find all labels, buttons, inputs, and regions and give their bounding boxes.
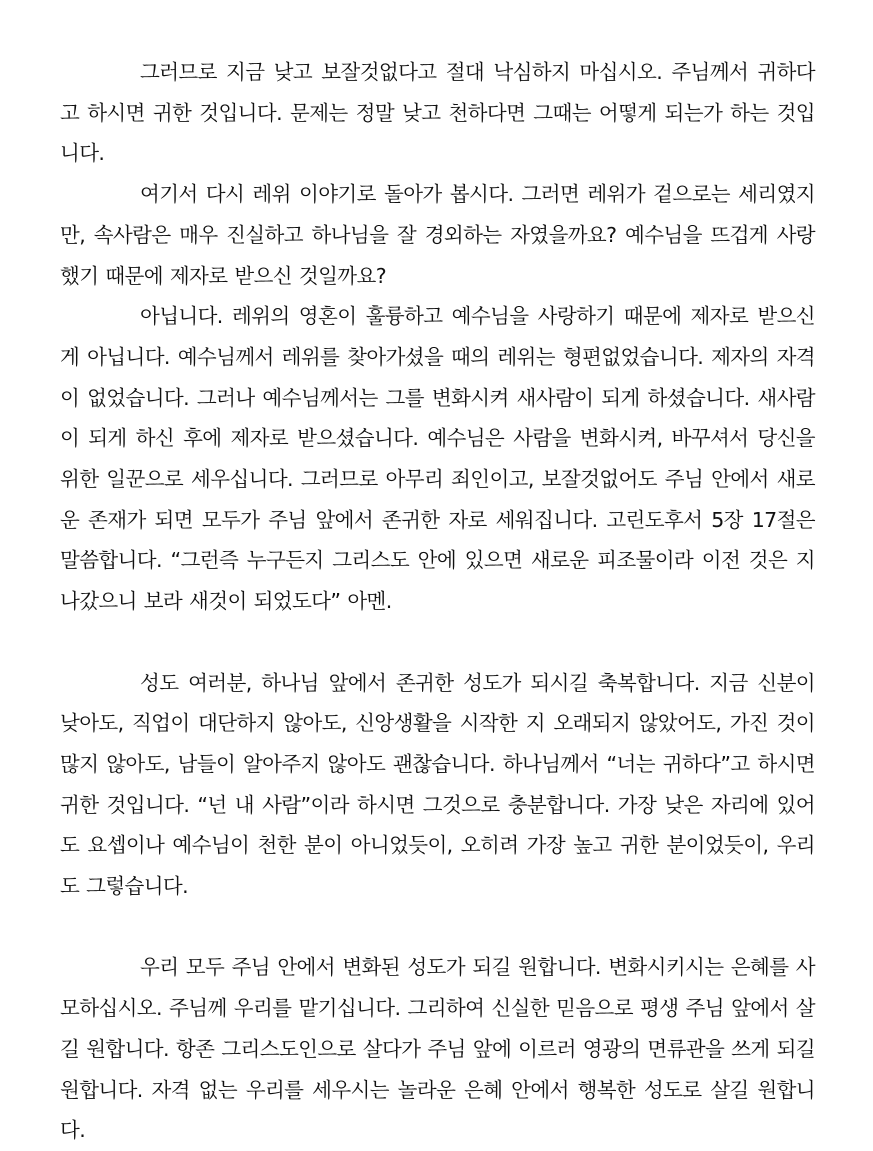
paragraph-5: 우리 모두 주님 안에서 변화된 성도가 되길 원합니다. 변화시키시는 은혜를 사모하십시오. 주님께 우리를 맡기십니다. 그리하여 신실한 믿음으로 평생 주님 앞에서 살길 원합니다. 항존 그리스도인으로 살다가 주님 앞에 이르러 영광의 면류관을 쓰게 되길 원합니다. 자격 없는 우리를 세우시는 놀라운 은혜 안에서 행복한 성도로 살길 원합니다. xyxy=(60,955,815,1143)
paragraph-2: 여기서 다시 레위 이야기로 돌아가 봅시다. 그러면 레위가 겉으로는 세리였지만, 속사람은 매우 진실하고 하나님을 잘 경외하는 자였을까요? 예수님을 뜨겁게 사랑했기 때문에 제자로 받으신 것일까요? xyxy=(60,182,815,288)
paragraph-4: 성도 여러분, 하나님 앞에서 존귀한 성도가 되시길 축복합니다. 지금 신분이 낮아도, 직업이 대단하지 않아도, 신앙생활을 시작한 지 오래되지 않았어도, 가진 것이 많지 않아도, 남들이 알아주지 않아도 괜찮습니다. 하나님께서 “너는 귀하다”고 하시면 귀한 것입니다. “넌 내 사람”이라 하시면 그것으로 충분합니다. 가장 낮은 자리에 있어도 요셉이나 예수님이 천한 분이 아니었듯이, 오히려 가장 높고 귀한 분이었듯이, 우리도 그렇습니다. xyxy=(60,670,815,899)
paragraph-3: 아닙니다. 레위의 영혼이 훌륭하고 예수님을 사랑하기 때문에 제자로 받으신 게 아닙니다. 예수님께서 레위를 찾아가셨을 때의 레위는 형편없었습니다. 제자의 자격이 없었습니다. 그러나 예수님께서는 그를 변화시켜 새사람이 되게 하셨습니다. 새사람이 되게 하신 후에 제자로 받으셨습니다. 예수님은 사람을 변화시켜, 바꾸셔서 당신을 위한 일꾼으로 세우십니다. 그러므로 아무리 죄인이고, 보잘것없어도 주님 안에서 새로운 존재가 되면 모두가 주님 앞에서 존귀한 자로 세워집니다. 고린도후서 5장 17절은 말씀합니다. “그런즉 누구든지 그리스도 안에 있으면 새로운 피조물이라 이전 것은 지나갔으니 보라 새것이 되었도다” 아멘. xyxy=(60,304,815,614)
paragraph-1: 그러므로 지금 낮고 보잘것없다고 절대 낙심하지 마십시오. 주님께서 귀하다고 하시면 귀한 것입니다. 문제는 정말 낮고 천하다면 그때는 어떻게 되는가 하는 것입니다. xyxy=(60,60,815,166)
